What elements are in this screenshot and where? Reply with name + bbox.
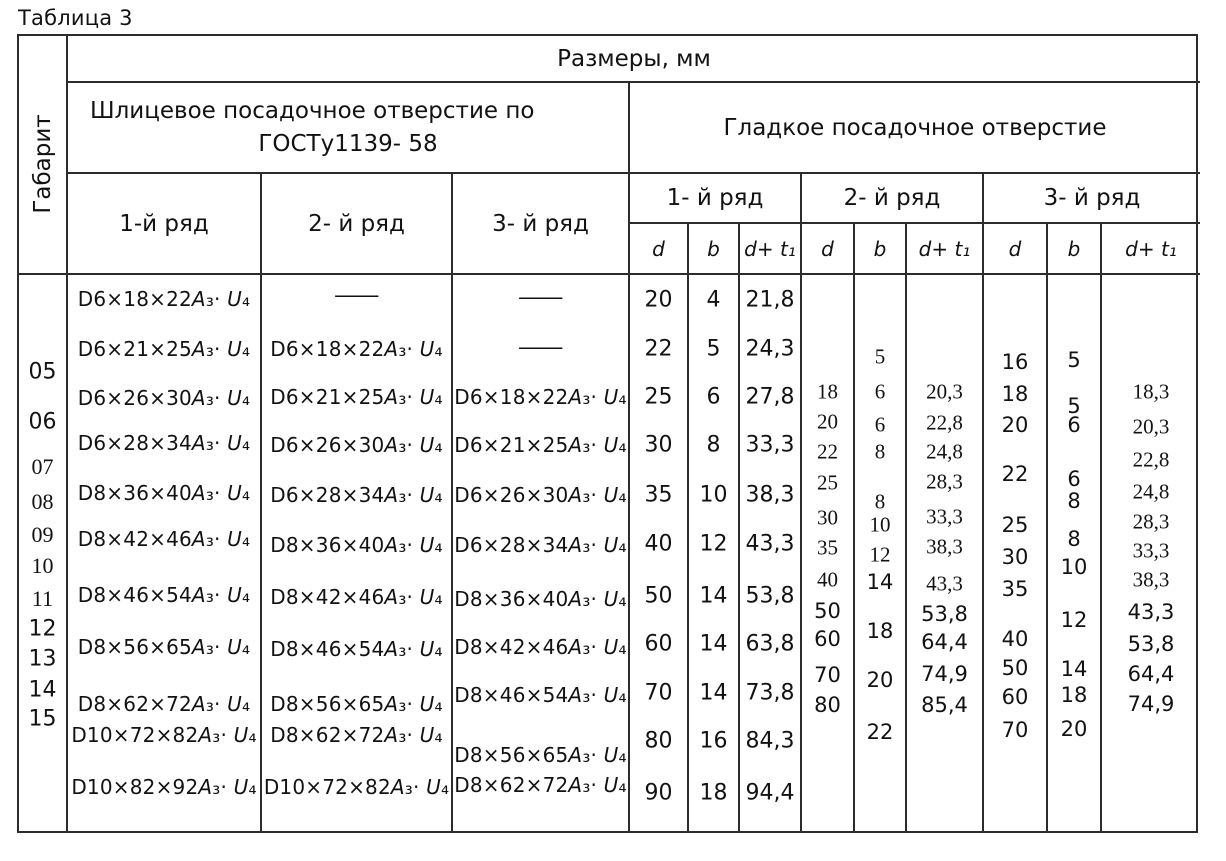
cell-value: 50: [1001, 656, 1029, 680]
cell-value: 8: [1067, 489, 1081, 513]
cell-value: 14: [699, 631, 728, 657]
cell-value: D8×42×46A₃· U₄: [454, 635, 627, 659]
gabarit-label: Габарит: [29, 114, 56, 214]
smooth-group-header-3: 3- й ряд: [984, 174, 1200, 224]
cell-value: 35: [644, 482, 673, 508]
cell-value: D6×21×25A₃· U₄: [77, 337, 251, 361]
cell-value: 18: [817, 379, 838, 404]
cell-value: 12: [869, 542, 891, 567]
cell-value: 64,4: [921, 630, 968, 654]
spline-header-line2: ГОСТу1139- 58: [258, 130, 438, 157]
cell-value: —: [516, 335, 565, 359]
cell-value: 22,8: [926, 410, 963, 435]
cell-value: D6×18×22A₃· U₄: [454, 385, 627, 409]
cell-value: 18: [866, 619, 894, 643]
smooth-1-d-values: [630, 275, 689, 831]
cell-value: 06: [28, 409, 57, 435]
smooth-2-b-values: [855, 275, 907, 831]
cell-value: 18: [699, 780, 728, 806]
cell-value: 43,3: [926, 571, 963, 596]
cell-value: D8×62×72A₃· U₄: [270, 723, 443, 747]
cell-value: 64,4: [1127, 662, 1175, 686]
cell-value: 85,4: [921, 693, 968, 717]
cell-value: 22: [817, 439, 838, 464]
cell-value: D6×21×25A₃· U₄: [270, 385, 443, 409]
cell-value: 10: [869, 512, 891, 537]
cell-value: 24,8: [926, 439, 963, 464]
cell-value: D6×28×34A₃· U₄: [77, 431, 251, 455]
subcol-header-b-3: b: [1048, 224, 1102, 275]
cell-value: 40: [817, 567, 838, 592]
smooth-1-b-values: [689, 275, 740, 831]
cell-value: 14: [28, 677, 57, 703]
cell-value: D8×56×65A₃· U₄: [454, 743, 627, 767]
cell-value: 53,8: [745, 583, 795, 609]
smooth-2-d-values: [802, 275, 855, 831]
smooth-1-dt-values: [740, 275, 802, 831]
cell-value: 74,9: [921, 662, 968, 686]
cell-value: 08: [31, 489, 54, 514]
cell-value: D8×36×40A₃· U₄: [270, 533, 443, 557]
cell-value: 35: [817, 535, 838, 560]
smooth-section-header: Гладкое посадочное отверстие: [630, 83, 1200, 174]
cell-value: 94,4: [745, 780, 795, 806]
spline-col-3-values: [453, 275, 630, 831]
cell-value: 70: [1001, 718, 1029, 742]
smooth-3-b-values: [1048, 275, 1102, 831]
spline-section-header: [68, 83, 630, 174]
cell-value: 33,3: [926, 504, 963, 529]
cell-value: 12: [28, 616, 57, 642]
cell-value: 14: [699, 680, 728, 706]
spline-col-header-2: 2- й ряд: [262, 174, 453, 275]
subcol-header-d-1: d: [630, 224, 689, 275]
cell-value: D6×26×30A₃· U₄: [77, 386, 251, 410]
cell-value: 74,9: [1127, 692, 1175, 716]
cell-value: 20: [644, 287, 673, 313]
cell-value: D10×72×82A₃· U₄: [263, 775, 450, 799]
smooth-group-header-1: 1- й ряд: [630, 174, 802, 224]
cell-value: D8×46×54A₃· U₄: [77, 583, 251, 607]
cell-value: D6×28×34A₃· U₄: [270, 483, 443, 507]
cell-value: 25: [644, 384, 673, 410]
cell-value: 07: [31, 454, 54, 479]
cell-value: 27,8: [745, 384, 795, 410]
cell-value: D8×42×46A₃· U₄: [270, 585, 443, 609]
cell-value: D8×56×65A₃· U₄: [77, 635, 251, 659]
cell-value: 70: [644, 680, 673, 706]
cell-value: D8×36×40A₃· U₄: [77, 481, 251, 505]
cell-value: D6×18×22A₃· U₄: [270, 337, 443, 361]
cell-value: 38,3: [926, 534, 963, 559]
cell-value: 16: [1001, 350, 1029, 374]
cell-value: 20,3: [926, 379, 963, 404]
cell-value: 8: [1067, 527, 1081, 551]
cell-value: 6: [1067, 467, 1081, 491]
cell-value: 18,3: [1132, 379, 1170, 404]
cell-value: 05: [28, 359, 57, 385]
cell-value: 24,3: [745, 336, 795, 362]
cell-value: 18: [1060, 683, 1088, 707]
cell-value: 35: [1001, 577, 1029, 601]
cell-value: 18: [1001, 382, 1029, 406]
cell-value: 15: [28, 706, 57, 732]
cell-value: 33,3: [1132, 538, 1170, 563]
cell-value: D10×82×92A₃· U₄: [71, 775, 257, 799]
cell-value: 53,8: [1127, 632, 1175, 656]
cell-value: 50: [644, 583, 673, 609]
spline-col-2-values: [262, 275, 453, 831]
cell-value: 10: [1060, 555, 1088, 579]
cell-value: 53,8: [921, 602, 968, 626]
cell-value: 30: [644, 432, 673, 458]
cell-value: D8×56×65A₃· U₄: [270, 692, 443, 716]
cell-value: 5: [1067, 394, 1081, 418]
cell-value: D8×36×40A₃· U₄: [454, 587, 627, 611]
spline-col-header-3: 3- й ряд: [453, 174, 630, 275]
cell-value: 14: [699, 583, 728, 609]
cell-value: 50: [814, 599, 841, 623]
cell-value: 73,8: [745, 680, 795, 706]
spline-col-header-1: 1-й ряд: [68, 174, 262, 275]
cell-value: 09: [31, 522, 54, 547]
cell-value: 12: [1060, 608, 1088, 632]
cell-value: 60: [1001, 685, 1029, 709]
cell-value: 20,3: [1132, 414, 1170, 439]
cell-value: 21,8: [745, 287, 795, 313]
cell-value: 60: [644, 631, 673, 657]
sizes-header-cell: Размеры, мм: [68, 36, 1200, 83]
cell-value: 22: [644, 336, 673, 362]
cell-value: 38,3: [745, 482, 795, 508]
cell-value: 22: [866, 720, 894, 744]
cell-value: 20: [866, 668, 894, 692]
cell-value: 6: [1067, 413, 1081, 437]
spline-col-1-values: [68, 275, 262, 831]
spline-header-line1: Шлицевое посадочное отверстие по: [90, 97, 535, 124]
cell-value: 24,8: [1132, 479, 1170, 504]
cell-value: D10×72×82A₃· U₄: [71, 723, 257, 747]
cell-value: 10: [31, 553, 54, 578]
cell-value: 6: [706, 384, 721, 410]
subcol-header-b-2: b: [855, 224, 907, 275]
cell-value: 20: [1001, 413, 1029, 437]
cell-value: 6: [874, 379, 886, 404]
cell-value: 70: [814, 663, 841, 687]
cell-value: D6×21×25A₃· U₄: [454, 433, 627, 457]
cell-value: 5: [1067, 348, 1081, 372]
cell-value: 13: [28, 646, 57, 672]
cell-value: 22: [1001, 462, 1029, 486]
cell-value: 30: [1001, 545, 1029, 569]
cell-value: 5: [706, 336, 721, 362]
smooth-3-d-values: [984, 275, 1048, 831]
cell-value: 5: [874, 344, 886, 369]
cell-value: 60: [814, 627, 841, 651]
smooth-2-dt-values: [907, 275, 984, 831]
cell-value: 6: [874, 412, 886, 437]
cell-value: 43,3: [745, 531, 795, 557]
cell-value: 63,8: [745, 631, 795, 657]
subcol-header-d-3: d: [984, 224, 1048, 275]
cell-value: 25: [1001, 513, 1029, 537]
cell-value: 22,8: [1132, 447, 1170, 472]
subcol-header-dt-1: d+ t₁: [740, 224, 802, 275]
table-title: Таблица 3: [18, 6, 133, 30]
cell-value: —: [332, 283, 381, 307]
cell-value: 12: [699, 531, 728, 557]
cell-value: 8: [874, 489, 886, 514]
cell-value: 20: [817, 409, 838, 434]
cell-value: 90: [644, 780, 673, 806]
gabarit-column: [19, 275, 68, 831]
subcol-header-b-1: b: [689, 224, 740, 275]
cell-value: D6×26×30A₃· U₄: [454, 483, 627, 507]
cell-value: D6×26×30A₃· U₄: [270, 433, 443, 457]
cell-value: 10: [699, 482, 728, 508]
cell-value: 28,3: [926, 469, 963, 494]
cell-value: 40: [644, 531, 673, 557]
cell-value: 38,3: [1132, 567, 1170, 592]
cell-value: 8: [706, 432, 721, 458]
cell-value: 14: [1060, 657, 1088, 681]
cell-value: D8×42×46A₃· U₄: [77, 527, 251, 551]
cell-value: D8×46×54A₃· U₄: [454, 683, 627, 707]
cell-value: D8×62×72A₃· U₄: [77, 692, 251, 716]
cell-value: D6×18×22A₃· U₄: [77, 287, 251, 311]
cell-value: 8: [874, 439, 886, 464]
gabarit-header-cell: [19, 36, 68, 275]
cell-value: 80: [814, 693, 841, 717]
dimensions-table: [17, 34, 1198, 833]
subcol-header-dt-3: d+ t₁: [1102, 224, 1200, 275]
cell-value: 43,3: [1127, 600, 1175, 624]
cell-value: 20: [1060, 717, 1088, 741]
cell-value: 30: [817, 505, 838, 530]
smooth-group-header-2: 2- й ряд: [802, 174, 984, 224]
cell-value: 28,3: [1132, 509, 1170, 534]
cell-value: D8×62×72A₃· U₄: [454, 773, 627, 797]
cell-value: 14: [866, 570, 894, 594]
subcol-header-dt-2: d+ t₁: [907, 224, 984, 275]
cell-value: 25: [817, 470, 838, 495]
cell-value: 16: [699, 728, 728, 754]
cell-value: 11: [31, 586, 54, 611]
cell-value: D8×46×54A₃· U₄: [270, 637, 443, 661]
cell-value: 40: [1001, 627, 1029, 651]
cell-value: D6×28×34A₃· U₄: [454, 533, 627, 557]
smooth-3-dt-values: [1102, 275, 1200, 831]
subcol-header-d-2: d: [802, 224, 855, 275]
cell-value: —: [516, 285, 565, 309]
cell-value: 84,3: [745, 728, 795, 754]
cell-value: 80: [644, 728, 673, 754]
cell-value: 33,3: [745, 432, 795, 458]
cell-value: 4: [706, 287, 721, 313]
